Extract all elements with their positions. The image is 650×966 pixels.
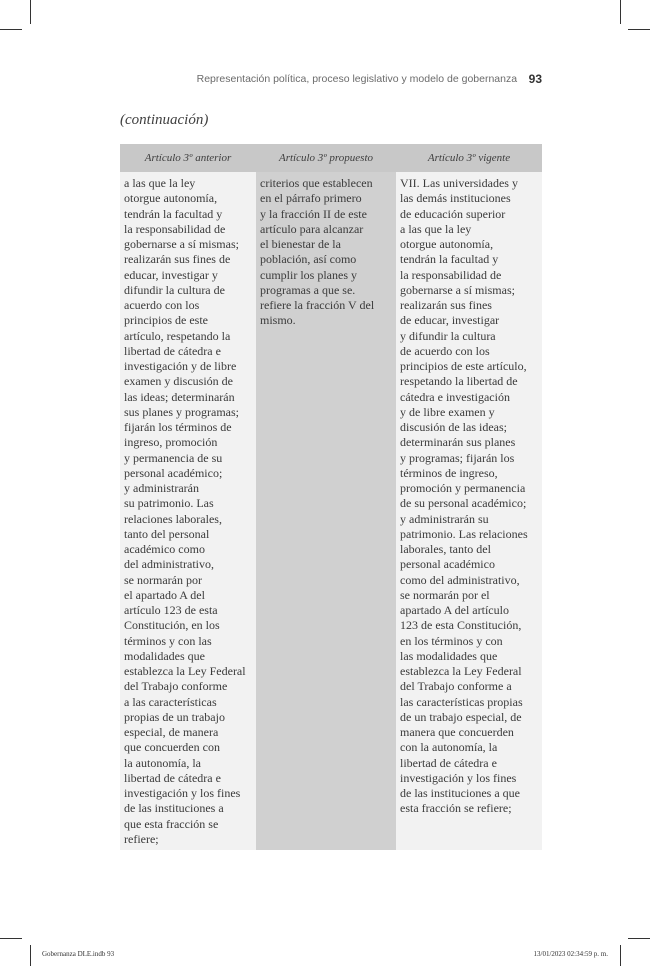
footer-file-info: Gobernanza DLE.indb 93 [42,950,115,958]
cell-text-line: se normarán por [124,572,202,587]
cell-text-line: examen y discusión de [124,374,233,389]
cell-text-line: cátedra e investigación [400,389,510,404]
comparison-table [120,144,542,850]
cell-text-line: a las características [124,694,217,709]
crop-mark [0,938,22,939]
running-head [197,73,542,85]
cell-text-line: promoción y permanencia [400,481,526,495]
column-header-anterior: Artículo 3º anterior [144,152,232,164]
cell-text-line: otorgue autonomía, [124,191,218,206]
crop-mark [628,29,650,30]
crop-mark [620,0,621,24]
cell-text-line: manera que concuerden [400,725,514,739]
cell-text-line: respetando la libertad de [400,374,518,389]
cell-text-line: educar, investigar y [124,267,218,282]
cell-text-line: libertad de cátedra e [400,755,497,770]
cell-text-line: de educación superior [400,206,506,221]
cell-text-line: acuerdo con los [124,298,200,312]
cell-text-line: académico como [124,542,205,556]
cell-text-line: realizarán sus fines [400,298,492,312]
cell-text-line: y programas; fijarán los [400,450,515,465]
cell-text-line: las demás instituciones [400,191,511,206]
cell-text-line: sus planes y programas; [124,404,239,419]
cell-text-line: en los términos y con [400,633,503,648]
cell-text-line: programas a que se. [260,282,356,297]
column-anterior [120,172,256,850]
cell-text-line: cumplir los planes y [260,267,357,282]
page-number: 93 [528,72,542,86]
cell-text-line: términos de ingreso, [400,465,498,480]
cell-text-line: gobernarse a sí mismas; [400,282,515,297]
cell-text-line: refiere; [124,831,159,846]
cell-text-line: a las que la ley [124,176,196,190]
cell-text-line: apartado A del artículo [400,603,509,617]
cell-text-line: 123 de esta Constitución, [400,618,522,633]
cell-text-line: especial, de manera [124,725,219,739]
cell-text-line: de acuerdo con los [400,343,490,358]
cell-text-line: determinarán sus planes [400,435,516,450]
cell-text-line: la responsabilidad de [124,221,226,236]
cell-text-line: términos y con las [124,633,212,648]
cell-text-line: que concuerden con [124,740,220,755]
table-header-row [120,144,542,172]
crop-mark [0,29,22,30]
cell-text-line: libertad de cátedra e [124,343,221,358]
crop-mark [620,945,621,966]
cell-text-line: del Trabajo conforme a [400,679,512,694]
cell-text-line: artículo, respetando la [124,328,231,343]
cell-text-line: las características propias [400,694,523,709]
cell-text-line: el apartado A del [124,587,205,602]
cell-text-line: artículo para alcanzar [260,221,364,236]
cell-text-line: como del administrativo, [400,572,520,587]
cell-text-line: personal académico [400,557,495,572]
cell-text-line: de su personal académico; [400,496,527,511]
cell-text-line: de las instituciones a [124,801,224,816]
cell-text-line: tendrán la facultad y [400,252,499,267]
cell-text-line: que esta fracción se [124,816,219,831]
cell-text-line: y difundir la cultura [400,328,496,343]
cell-text-line: se normarán por el [400,587,490,602]
cell-text-line: del administrativo, [124,557,214,572]
crop-mark [30,945,31,966]
cell-text-line: realizarán sus fines de [124,252,231,267]
cell-text-line: discusión de las ideas; [400,420,507,434]
cell-text-line: del Trabajo conforme [124,679,228,694]
cell-text-line: Constitución, en los [124,618,220,633]
running-head-title: Representación política, proceso legislativo y modelo de gobernanza [196,73,518,85]
cell-text-line: otorgue autonomía, [400,237,494,251]
column-header-propuesto: Artículo 3º propuesto [278,152,374,164]
cell-text-line: su patrimonio. Las [124,496,214,511]
cell-text-line: las ideas; determinarán [124,389,235,404]
cell-text-line: de las instituciones a que [400,786,520,800]
cell-text-line: tanto del personal [124,526,210,541]
cell-text-line: patrimonio. Las relaciones [400,526,528,541]
cell-text-line: y administrarán su [400,511,489,526]
cell-text-line: la autonomía, la [124,755,201,770]
cell-text-line: investigación y de libre [124,359,237,373]
cell-text-line: principios de este artículo, [400,359,527,373]
crop-mark [628,938,650,939]
cell-text-line: artículo 123 de esta [124,603,218,617]
cell-text-line: y permanencia de su [124,450,223,465]
cell-text-line: personal académico; [124,465,223,480]
cell-text-line: tendrán la facultad y [124,206,223,221]
cell-text-line: población, así como [260,252,357,267]
column-header-vigente: Artículo 3º vigente [427,152,511,164]
cell-text-line: esta fracción se refiere; [400,801,512,816]
cell-text-line: principios de este [124,313,208,328]
cell-text-line: investigación y los fines [400,770,517,785]
cell-text-line: mismo. [260,313,296,328]
cell-text-line: ingreso, promoción [124,435,218,450]
crop-mark [30,0,31,24]
table-caption: (continuación) [120,112,209,128]
cell-text-line: modalidades que [124,648,205,663]
column-propuesto [256,172,396,850]
cell-text-line: la responsabilidad de [400,267,502,282]
cell-text-line: de un trabajo especial, de [400,709,522,724]
footer-timestamp: 13/01/2023 02:34:59 p. m. [533,950,608,958]
cell-text-line: VII. Las universidades y [400,176,518,190]
cell-text-line: y administrarán [124,481,199,495]
cell-text-line: establezca la Ley Federal [124,664,246,678]
cell-text-line: y de libre examen y [400,404,495,419]
cell-text-line: en el párrafo primero [260,191,362,206]
cell-text-line: de educar, investigar [400,313,500,328]
cell-text-line: libertad de cátedra e [124,770,221,785]
cell-text-line: laborales, tanto del [400,542,491,556]
cell-text-line: y la fracción II de este [260,206,367,221]
cell-text-line: establezca la Ley Federal [400,664,522,678]
column-vigente [396,172,542,850]
cell-text-line: criterios que establecen [260,176,373,190]
cell-text-line: las modalidades que [400,648,498,663]
cell-text-line: el bienestar de la [260,237,341,251]
cell-text-line: con la autonomía, la [400,740,498,755]
cell-text-line: relaciones laborales, [124,511,222,526]
cell-text-line: a las que la ley [400,221,472,236]
cell-text-line: fijarán los términos de [124,420,232,434]
cell-text-line: refiere la fracción V del [260,298,375,312]
cell-text-line: investigación y los fines [124,786,241,800]
cell-text-line: gobernarse a sí mismas; [124,237,239,251]
cell-text-line: propias de un trabajo [124,709,225,724]
cell-text-line: difundir la cultura de [124,282,225,297]
